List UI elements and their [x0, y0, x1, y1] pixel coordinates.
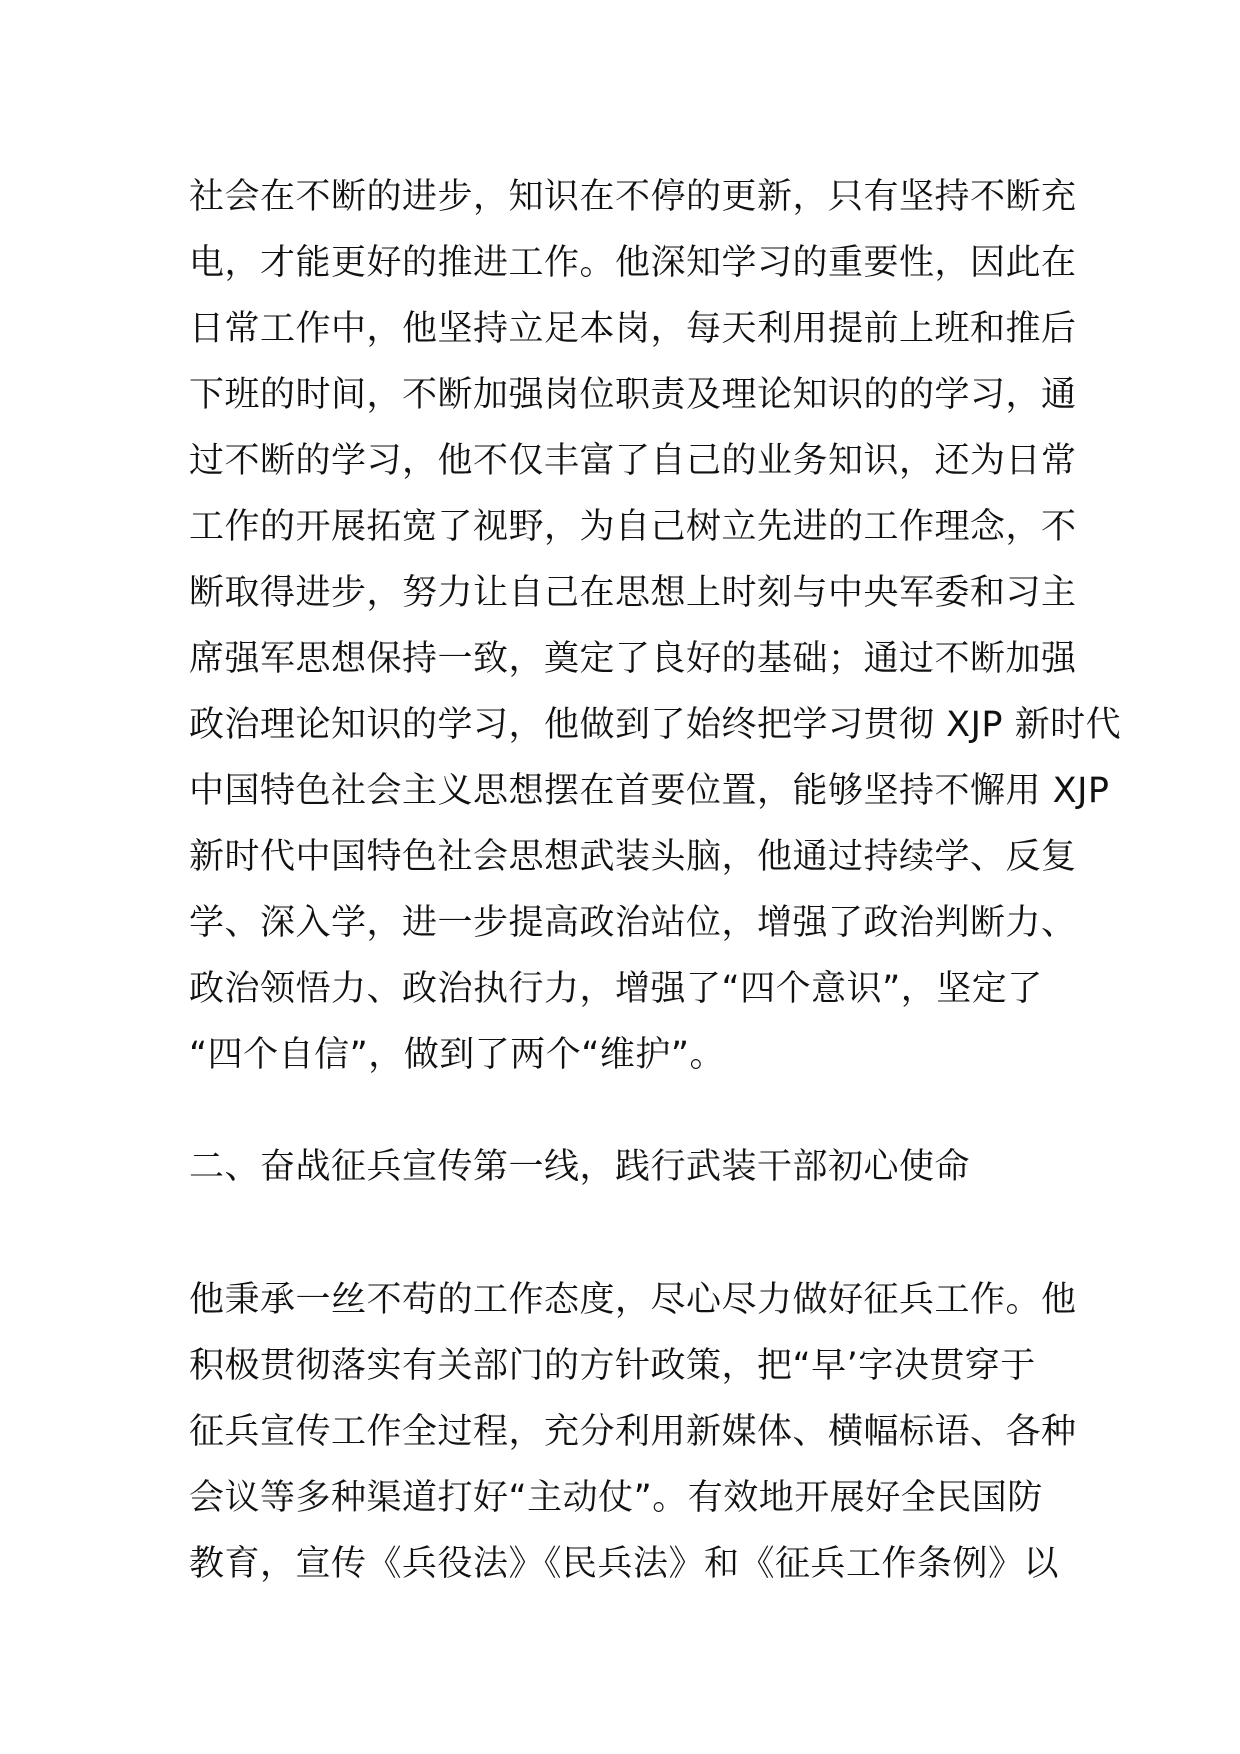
paragraph-1-line: 过不断的学习，他不仅丰富了自己的业务知识，还为日常: [189, 441, 1077, 481]
paragraph-1-line: 日常工作中，他坚持立足本岗，每天利用提前上班和推后: [189, 309, 1077, 349]
paragraph-1-line: 学、深入学，进一步提高政治站位，增强了政治判断力、: [189, 903, 1077, 943]
section-heading: 二、奋战征兵宣传第一线，践行武装干部初心使命: [189, 1147, 971, 1187]
paragraph-1-line: 下班的时间，不断加强岗位职责及理论知识的的学习，通: [189, 375, 1077, 415]
paragraph-2-line: 征兵宣传工作全过程，充分利用新媒体、横幅标语、各种: [189, 1412, 1077, 1452]
paragraph-1-line: 电，才能更好的推进工作。他深知学习的重要性，因此在: [189, 243, 1077, 283]
paragraph-2-line: 他秉承一丝不苟的工作态度，尽心尽力做好征兵工作。他: [189, 1280, 1077, 1320]
paragraph-1-line: 政治领悟力、政治执行力，增强了“四个意识”，坚定了: [189, 969, 1043, 1009]
paragraph-1-line: 中国特色社会主义思想摆在首要位置，能够坚持不懈用 XJP: [189, 771, 1110, 811]
paragraph-2-line: 教育，宣传《兵役法》《民兵法》和《征兵工作条例》以: [189, 1544, 1060, 1584]
paragraph-2-line: 积极贯彻落实有关部门的方针政策，把“早’字决贯穿于: [189, 1346, 1036, 1386]
paragraph-1-line: 社会在不断的进步，知识在不停的更新，只有坚持不断充: [189, 177, 1077, 217]
paragraph-2-line: 会议等多种渠道打好“主动仗”。有效地开展好全民国防: [189, 1478, 1043, 1518]
paragraph-1-line: 席强军思想保持一致，奠定了良好的基础；通过不断加强: [189, 639, 1077, 679]
paragraph-1-line: 断取得进步，努力让自己在思想上时刻与中央军委和习主: [189, 573, 1077, 613]
paragraph-1-line: “四个自信”，做到了两个“维护”。: [189, 1035, 726, 1075]
paragraph-1-line: 政治理论知识的学习，他做到了始终把学习贯彻 XJP 新时代: [189, 705, 1122, 745]
paragraph-1-line: 新时代中国特色社会思想武装头脑，他通过持续学、反复: [189, 837, 1077, 877]
paragraph-1-line: 工作的开展拓宽了视野，为自己树立先进的工作理念，不: [189, 507, 1077, 547]
